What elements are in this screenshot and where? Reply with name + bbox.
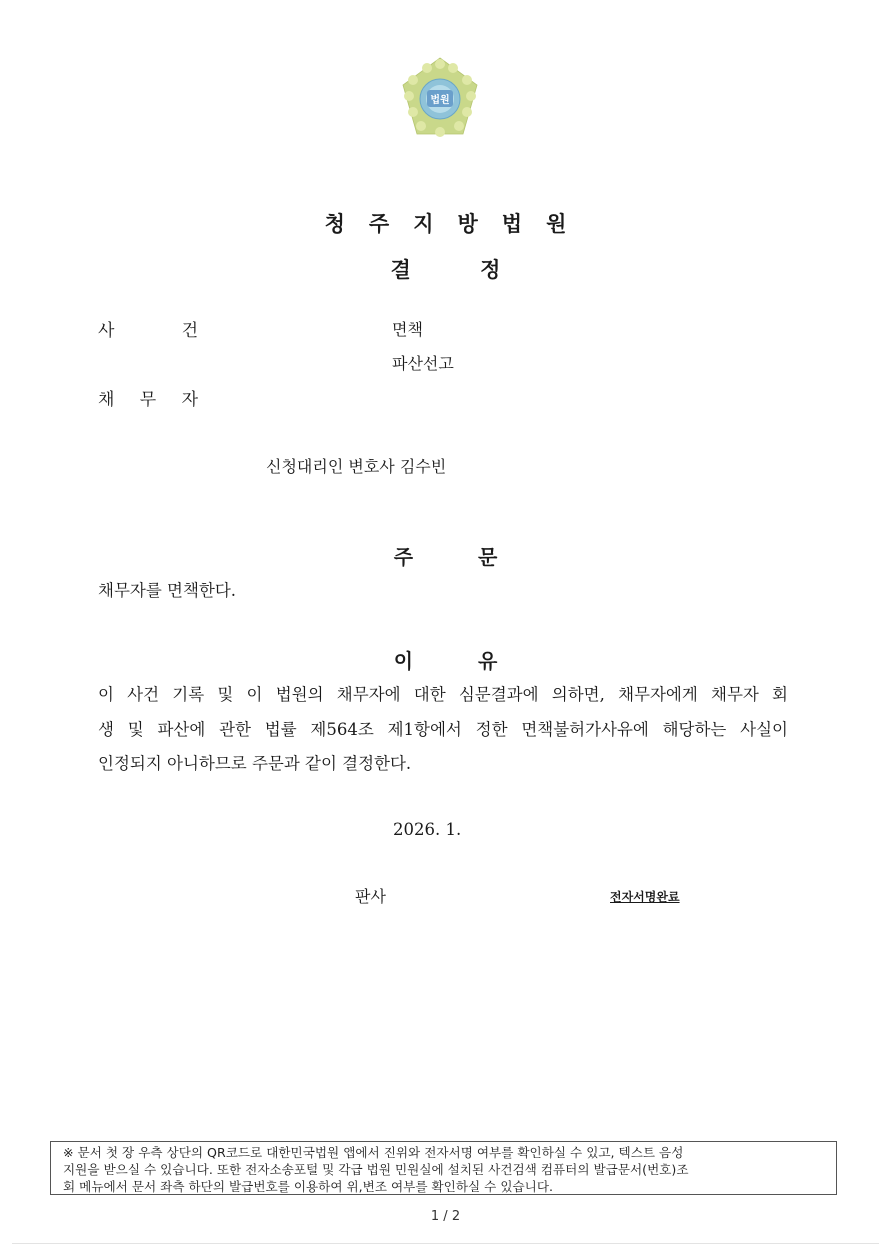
reason-line-2: 생 및 파산에 관한 법률 제564조 제1항에서 정한 면책불허가사유에 해당하는 사실이 <box>98 720 788 739</box>
page-bottom-edge <box>12 1243 879 1244</box>
reason-line-3: 인정되지 아니하므로 주문과 같이 결정한다. <box>98 754 412 773</box>
case-label-char-2: 건 <box>181 321 198 341</box>
court-name: 청주지방법원 <box>324 212 591 236</box>
order-heading: 주 문 <box>393 545 498 569</box>
decision-date: 2026. 1. <box>393 820 462 839</box>
notice-line-2: 지원을 받으실 수 있습니다. 또한 전자소송포털 및 각급 법원 민원실에 설치된 사건검색 컴퓨터의 발급문서(번호)조 <box>63 1162 689 1177</box>
seal-text: 법원 <box>430 95 450 106</box>
debtor-label <box>98 385 198 410</box>
case-value-line-1: 면책 <box>392 320 423 339</box>
reason-heading: 이 유 <box>393 649 498 673</box>
legal-agent: 신청대리인 변호사 김수빈 <box>266 457 447 476</box>
notice-line-1: ※ 문서 첫 장 우측 상단의 QR코드로 대한민국법원 앱에서 진위와 전자서명 여부를 확인하실 수 있고, 텍스트 음성 <box>63 1145 684 1160</box>
case-value-line-2: 파산선고 <box>392 354 454 373</box>
judge-label: 판사 <box>355 887 386 906</box>
court-seal-icon <box>397 56 483 138</box>
debtor-label-char-2: 무 <box>139 390 157 410</box>
document-type: 결 정 <box>390 258 501 282</box>
debtor-label-char-3: 자 <box>181 390 198 410</box>
notice-line-3: 회 메뉴에서 문서 좌측 하단의 발급번호를 이용하여 위,변조 여부를 확인하실 수 있습니다. <box>63 1179 554 1194</box>
verification-notice-box <box>50 1141 837 1195</box>
debtor-label-char-1: 채 <box>98 390 115 410</box>
case-label-char-1: 사 <box>98 321 115 341</box>
order-text: 채무자를 면책한다. <box>98 581 237 600</box>
electronic-signature-status: 전자서명완료 <box>610 890 680 904</box>
page-number: 1 / 2 <box>430 1209 461 1224</box>
reason-line-1: 이 사건 기록 및 이 법원의 채무자에 대한 심문결과에 의하면, 채무자에게 채무자 회 <box>98 685 788 704</box>
case-label <box>98 316 198 341</box>
